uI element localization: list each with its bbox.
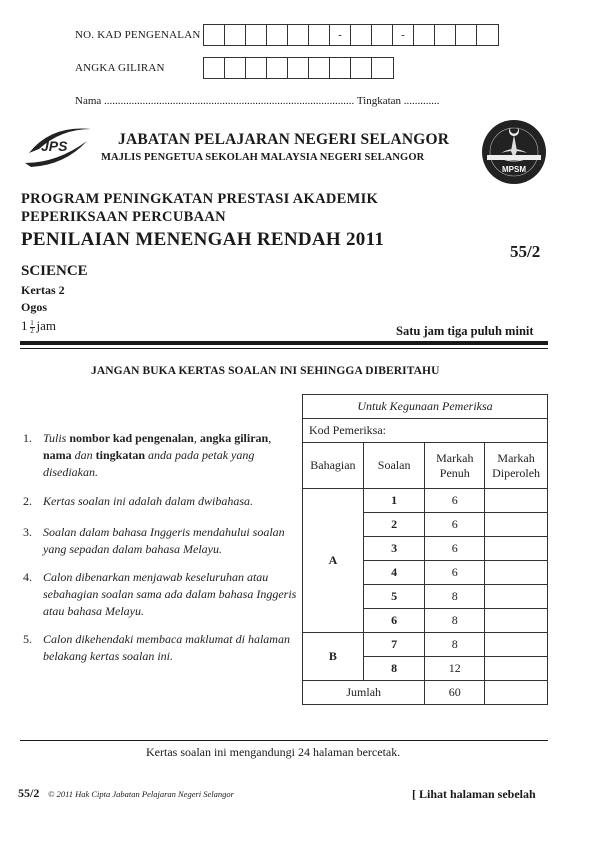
angka-giliran-digit-box[interactable]: [288, 58, 309, 78]
duration-fraction: $\frac{1}{2}$: [30, 318, 34, 335]
trial-exam-title: PEPERIKSAAN PERCUBAAN: [21, 209, 226, 225]
full-mark: 8: [425, 609, 485, 633]
instructions-list: 1. Tulis nombor kad pengenalan, angka giliran, nama dan tingkatan anda pada petak yang disediakan. 2. Kertas soalan ini adalah dalam dwibahasa. 3. Soalan dalam bahasa Inggeris mendahului soalan yang sepadan dalam bahasa Melayu. 4. Calon dibenarkan menjawab keseluruhan atau sebahagian soalan sama ada dalam bahasa Inggeris atau bahasa Melayu. 5. Calon dikehendaki membaca maklumat di halaman belakang kertas soalan ini.: [23, 431, 297, 663]
jps-logo-text: JPS: [41, 138, 68, 154]
exam-month: Ogos: [21, 300, 48, 314]
do-not-open-warning: JANGAN BUKA KERTAS SOALAN INI SEHINGGA DIBERITAHU: [91, 365, 440, 377]
mpsm-logo: [481, 119, 547, 185]
footer-divider: [20, 740, 548, 741]
paper-code: 55/2: [510, 242, 541, 261]
ic-digit-box[interactable]: [309, 25, 330, 45]
table-row: [303, 489, 548, 513]
obtained-mark-cell[interactable]: [485, 633, 548, 657]
paper-number: Kertas 2: [21, 283, 65, 297]
question-number: 8: [363, 657, 425, 681]
angka-giliran-digit-box[interactable]: [225, 58, 246, 78]
marking-table-title: Untuk Kegunaan Pemeriksa: [303, 395, 548, 419]
angka-giliran-digit-box[interactable]: [330, 58, 351, 78]
section-b: B: [303, 633, 364, 681]
ic-digit-box[interactable]: [204, 25, 225, 45]
header-markah-diperoleh: Markah Diperoleh: [485, 443, 548, 489]
angka-giliran-digit-box[interactable]: [351, 58, 372, 78]
full-mark: 12: [425, 657, 485, 681]
duration-unit: jam: [36, 318, 56, 333]
question-number: 2: [363, 513, 425, 537]
full-mark: 6: [425, 513, 485, 537]
obtained-mark-cell[interactable]: [485, 489, 548, 513]
department-name: JABATAN PELAJARAN NEGERI SELANGOR: [118, 131, 450, 148]
program-title: PROGRAM PENINGKATAN PRESTASI AKADEMIK: [21, 191, 379, 207]
ic-digit-box[interactable]: -: [330, 25, 351, 45]
question-number: 7: [363, 633, 425, 657]
total-label: Jumlah: [303, 681, 425, 705]
divider-thick: [20, 341, 548, 345]
full-mark: 8: [425, 585, 485, 609]
name-form-line: Nama ........................................................................................... Tingkatan .............: [75, 95, 440, 107]
ic-digit-box[interactable]: [246, 25, 267, 45]
section-a: A: [303, 489, 364, 633]
ic-digit-box[interactable]: [288, 25, 309, 45]
full-mark: 8: [425, 633, 485, 657]
total-row: [303, 681, 548, 705]
question-number: 6: [363, 609, 425, 633]
angka-giliran-digit-box[interactable]: [267, 58, 288, 78]
council-name: MAJLIS PENGETUA SEKOLAH MALAYSIA NEGERI SELANGOR: [101, 152, 425, 163]
obtained-mark-cell[interactable]: [485, 585, 548, 609]
ic-digit-box[interactable]: [351, 25, 372, 45]
subject-name: SCIENCE: [21, 263, 88, 279]
obtained-mark-cell[interactable]: [485, 657, 548, 681]
table-row: [303, 633, 548, 657]
examiner-marking-table: [302, 394, 548, 705]
question-number: 3: [363, 537, 425, 561]
ic-digit-box[interactable]: [225, 25, 246, 45]
header-soalan: Soalan: [363, 443, 425, 489]
header-bahagian: Bahagian: [303, 443, 364, 489]
exam-title: PENILAIAN MENENGAH RENDAH 2011: [21, 229, 385, 250]
ic-digit-box[interactable]: [414, 25, 435, 45]
examiner-code-field[interactable]: Kod Pemeriksa:: [303, 419, 548, 443]
ic-digit-box[interactable]: [372, 25, 393, 45]
ic-number-boxes[interactable]: [203, 24, 499, 46]
obtained-mark-cell[interactable]: [485, 609, 548, 633]
angka-giliran-digit-box[interactable]: [246, 58, 267, 78]
obtained-mark-cell[interactable]: [485, 561, 548, 585]
ic-digit-box[interactable]: [477, 25, 498, 45]
full-mark: 6: [425, 561, 485, 585]
divider-thin: [20, 348, 548, 349]
copyright-notice: © 2011 Hak Cipta Jabatan Pelajaran Negeri Selangor: [48, 789, 234, 799]
duration-whole: 1: [21, 318, 28, 333]
ic-label: NO. KAD PENGENALAN: [75, 29, 201, 41]
ic-digit-box[interactable]: -: [393, 25, 414, 45]
jps-logo: [21, 123, 93, 167]
ic-digit-box[interactable]: [435, 25, 456, 45]
ic-digit-box[interactable]: [456, 25, 477, 45]
angka-giliran-digit-box[interactable]: [372, 58, 393, 78]
footer-paper-code: 55/2: [18, 786, 40, 800]
angka-giliran-boxes[interactable]: [203, 57, 394, 79]
header-markah-penuh: Markah Penuh: [425, 443, 485, 489]
obtained-mark-cell[interactable]: [485, 537, 548, 561]
obtained-mark-cell[interactable]: [485, 513, 548, 537]
angka-giliran-label: ANGKA GILIRAN: [75, 62, 165, 74]
question-number: 1: [363, 489, 425, 513]
angka-giliran-digit-box[interactable]: [204, 58, 225, 78]
page-count-note: Kertas soalan ini mengandungi 24 halaman bercetak.: [146, 745, 401, 759]
full-mark: 6: [425, 537, 485, 561]
duration-in-words: Satu jam tiga puluh minit: [396, 324, 534, 338]
angka-giliran-digit-box[interactable]: [309, 58, 330, 78]
duration: [21, 318, 56, 335]
question-number: 4: [363, 561, 425, 585]
ic-digit-box[interactable]: [267, 25, 288, 45]
question-number: 5: [363, 585, 425, 609]
see-next-page: [ Lihat halaman sebelah: [412, 787, 536, 801]
mpsm-logo-text: MPSM: [502, 165, 526, 174]
total-full-mark: 60: [425, 681, 485, 705]
full-mark: 6: [425, 489, 485, 513]
total-obtained-cell[interactable]: [485, 681, 548, 705]
